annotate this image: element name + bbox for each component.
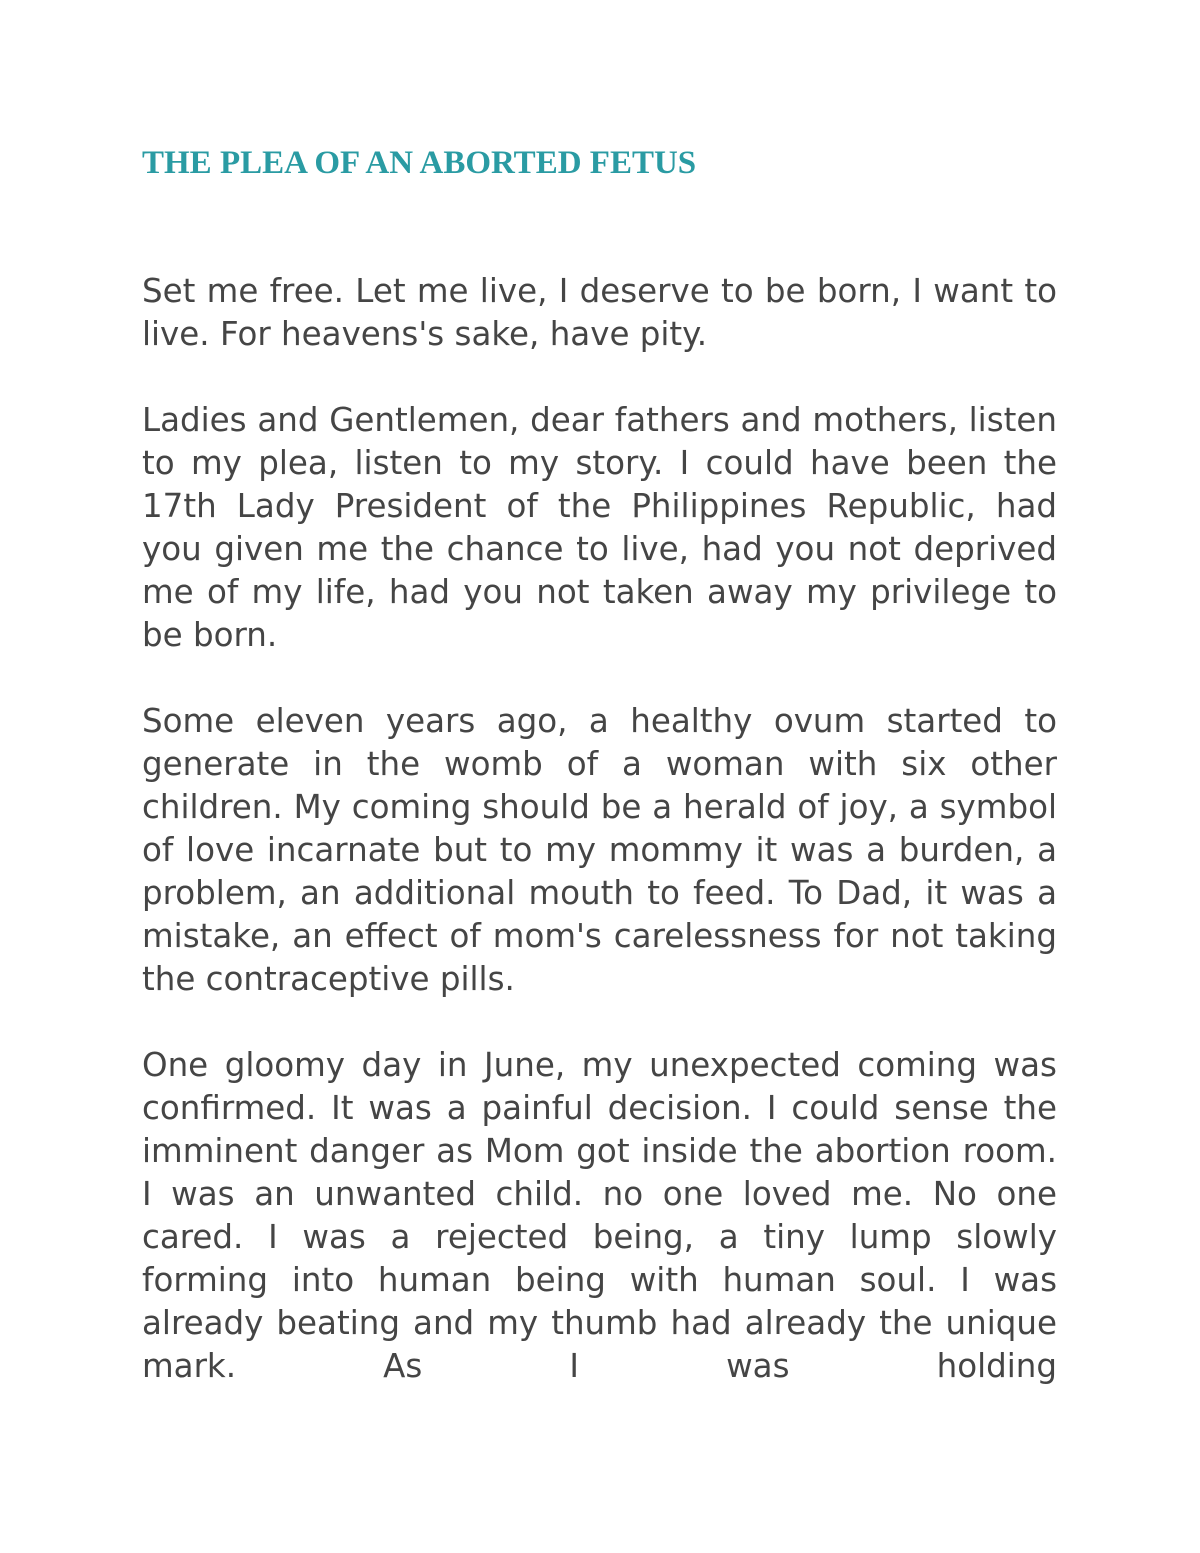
paragraph-conception: Some eleven years ago, a healthy ovum started to generate in the womb of a woman with six other children. My coming should be a herald of joy, a symbol of love incarnate but to my mommy it was a burden, a problem, an additional mouth to feed. To Dad, it was a mistake, an effect of mom's carelessness for not taking the contraceptive pills.: [142, 702, 1057, 998]
document-body: [142, 270, 1057, 1388]
paragraph-plea: Set me free. Let me live, I deserve to be born, I want to live. For heavens's sake, have pity.: [142, 272, 1057, 353]
document-title: THE PLEA OF AN ABORTED FETUS: [142, 145, 697, 181]
paragraph-abortion-day: One gloomy day in June, my unexpected coming was confirmed. It was a painful decision. I could sense the imminent danger as Mom got inside the abortion room. I was an unwanted child. no one loved me. No one cared. I was a rejected being, a tiny lump slowly forming into human being with human soul. I was already beating and my thumb had already the unique mark. As I was holding: [142, 1046, 1057, 1385]
paragraph-address: Ladies and Gentlemen, dear fathers and mothers, listen to my plea, listen to my story. I could have been the 17th Lady President of the Philippines Republic, had you given me the chance to live, had you not deprived me of my life, had you not taken away my privilege to be born.: [142, 401, 1057, 654]
